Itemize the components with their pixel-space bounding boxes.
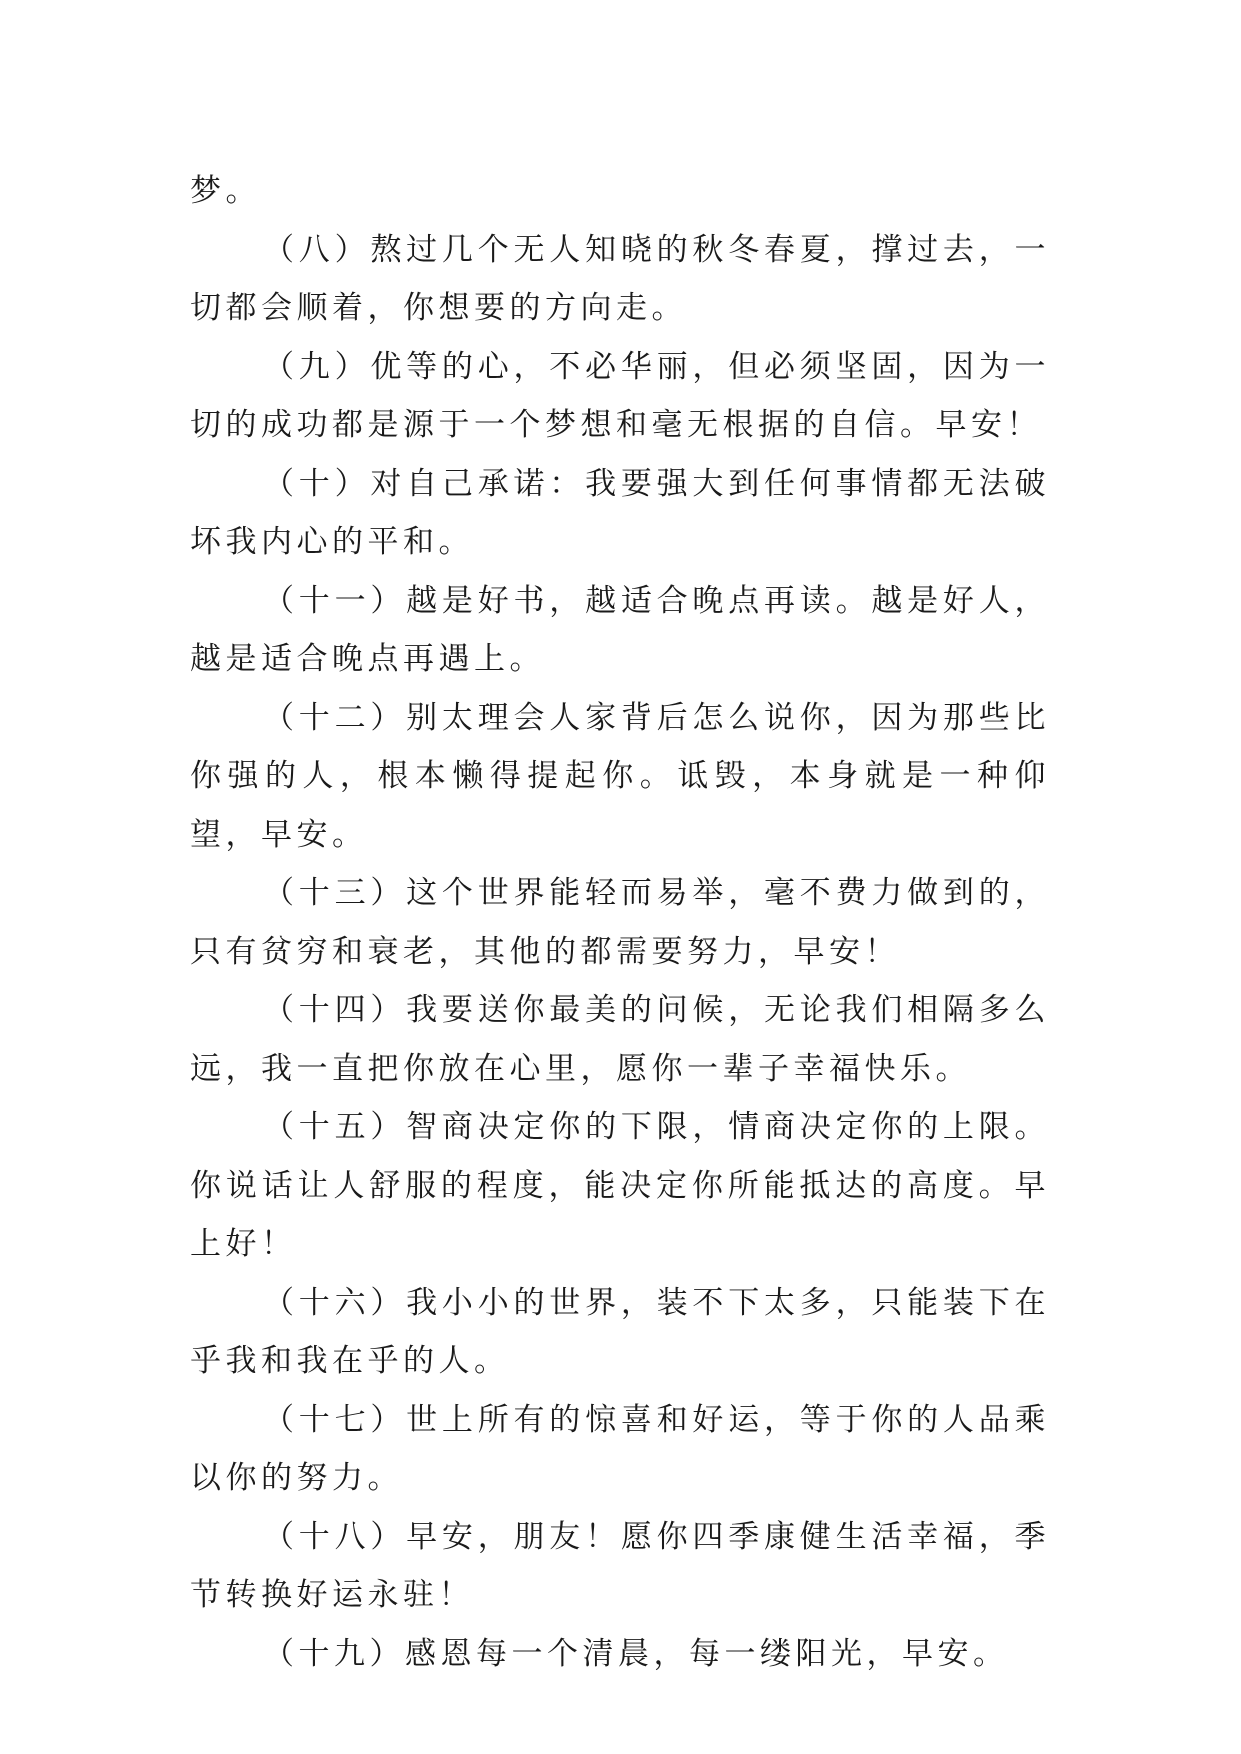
- paragraph-11: （十一）越是好书，越适合晚点再读。越是好人，越是适合晚点再遇上。: [190, 582, 1050, 677]
- paragraph-18: （十八）早安，朋友！愿你四季康健生活幸福，季节转换好运永驻！: [190, 1518, 1050, 1613]
- document-body: [190, 162, 1050, 1683]
- paragraph-13: （十三）这个世界能轻而易举，毫不费力做到的，只有贫穷和衰老，其他的都需要努力，早安！: [190, 875, 1050, 970]
- paragraph-9: （九）优等的心，不必华丽，但必须坚固，因为一切的成功都是源于一个梦想和毫无根据的自信。早安！: [190, 348, 1050, 443]
- paragraph-19: （十九）感恩每一个清晨，每一缕阳光，早安。: [263, 1635, 1009, 1672]
- paragraph-12: （十二）别太理会人家背后怎么说你，因为那些比你强的人，根本懒得提起你。诋毁，本身就是一种仰望，早安。: [190, 699, 1050, 853]
- paragraph-17: （十七）世上所有的惊喜和好运，等于你的人品乘以你的努力。: [190, 1401, 1050, 1496]
- paragraph-15: （十五）智商决定你的下限，情商决定你的上限。你说话让人舒服的程度，能决定你所能抵达的高度。早上好！: [190, 1109, 1050, 1262]
- paragraph-continuation: 梦。: [190, 173, 261, 209]
- paragraph-16: （十六）我小小的世界，装不下太多，只能装下在乎我和我在乎的人。: [190, 1284, 1050, 1379]
- paragraph-8: （八）熬过几个无人知晓的秋冬春夏，撑过去，一切都会顺着，你想要的方向走。: [190, 231, 1050, 326]
- paragraph-10: （十）对自己承诺：我要强大到任何事情都无法破坏我内心的平和。: [190, 465, 1050, 560]
- paragraph-14: （十四）我要送你最美的问候，无论我们相隔多么远，我一直把你放在心里，愿你一辈子幸福快乐。: [190, 992, 1050, 1087]
